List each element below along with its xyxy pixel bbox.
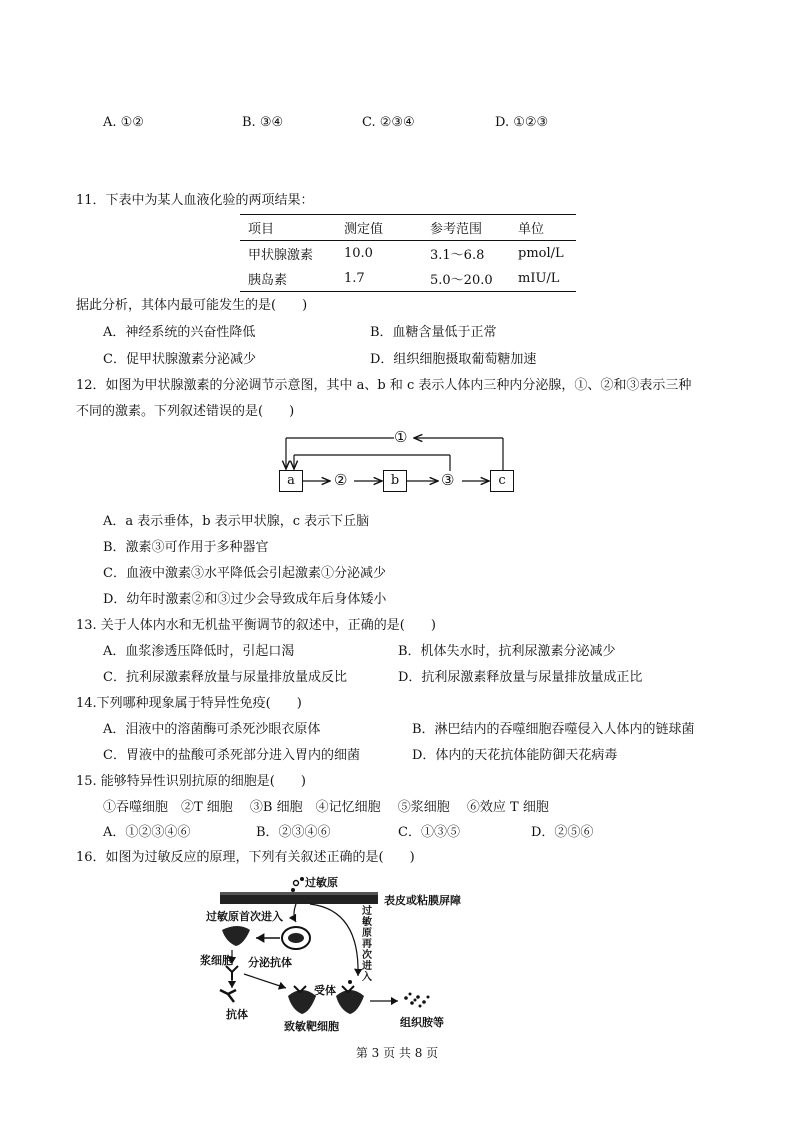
q15-option-d: D．②⑤⑥: [531, 825, 594, 840]
table-row: [240, 241, 576, 267]
q11-stem: 11．下表中为某人血液化验的两项结果：: [76, 193, 314, 208]
table-cell: 甲状腺激素: [248, 248, 314, 263]
q10-option-c: C. ②③④: [362, 115, 415, 130]
table-cell: 胰岛素: [248, 273, 288, 288]
hormone-1-label: ①: [394, 428, 408, 446]
q11-option-a: A．神经系统的兴奋性降低: [103, 325, 256, 340]
hormone-2-label: ②: [334, 471, 348, 489]
table-cell: 10.0: [344, 246, 373, 261]
q10-option-a: A. ①②: [103, 115, 144, 130]
plasma-cell-label: 浆细胞: [200, 954, 233, 967]
q14-option-c: C．胃液中的盐酸可杀死部分进入胃内的细菌: [103, 748, 360, 763]
gland-b-box: b: [383, 470, 407, 492]
thyroid-regulation-diagram: [270, 425, 530, 495]
table-header: 项目: [248, 222, 275, 237]
table-row: [240, 266, 576, 292]
q16-stem: 16．如图为过敏反应的原理，下列有关叙述正确的是( ): [76, 850, 415, 865]
table-cell: 1.7: [344, 271, 365, 286]
q11-option-b: B．血糖含量低于正常: [370, 325, 497, 340]
receptor-label: 受体: [314, 984, 336, 997]
gland-c-box: c: [490, 470, 514, 492]
q12-stem-line1: 12．如图为甲状腺激素的分泌调节示意图，其中 a、b 和 c 表示人体内三种内分泌腺，①、②和③表示三种: [76, 378, 692, 393]
barrier-label: 表皮或粘膜屏障: [384, 894, 461, 907]
q12-stem-line2: 不同的激素。下列叙述错误的是( ): [76, 404, 295, 419]
table-header: 测定值: [344, 222, 384, 237]
antibody-label: 抗体: [226, 1008, 248, 1021]
table-cell: pmol/L: [518, 246, 564, 261]
q12-option-d: D．幼年时激素②和③过少会导致成年后身体矮小: [103, 592, 387, 607]
q12-option-a: A．a 表示垂体，b 表示甲状腺，c 表示下丘脑: [103, 514, 370, 529]
q12-option-c: C．血液中激素③水平降低会引起激素①分泌减少: [103, 566, 386, 581]
q11-prompt: 据此分析，其体内最可能发生的是( ): [76, 298, 308, 313]
table-header: 单位: [518, 222, 545, 237]
q14-option-d: D．体内的天花抗体能防御天花病毒: [412, 748, 618, 763]
q15-option-c: C．①③⑤: [398, 825, 460, 840]
q13-option-a: A．血浆渗透压降低时，引起口渴: [103, 644, 295, 659]
q13-option-d: D．抗利尿激素释放量与尿量排放量成正比: [398, 670, 643, 685]
table-cell: 5.0～20.0: [430, 273, 493, 288]
target-cell-label: 致敏靶细胞: [284, 1020, 339, 1033]
q10-option-b: B. ③④: [242, 115, 284, 130]
first-entry-label: 过敏原首次进入: [206, 910, 283, 923]
table-cell: 3.1～6.8: [430, 248, 485, 263]
q12-option-b: B．激素③可作用于多种器官: [103, 540, 269, 555]
q10-option-d: D. ①②③: [495, 115, 549, 130]
table-cell: mIU/L: [518, 271, 560, 286]
q15-stem: 15. 能够特异性识别抗原的细胞是( ): [76, 774, 306, 789]
gland-a-box: a: [279, 470, 303, 492]
q14-option-a: A．泪液中的溶菌酶可杀死沙眼衣原体: [103, 722, 321, 737]
q15-items: ①吞噬细胞 ②T 细胞 ③B 细胞 ④记忆细胞 ⑤浆细胞 ⑥效应 T 细胞: [103, 800, 549, 815]
second-entry-label: 过敏原再次进入: [362, 906, 372, 983]
q15-option-a: A．①②③④⑥: [103, 825, 191, 840]
table-header: 参考范围: [430, 222, 483, 237]
q14-stem: 14.下列哪种现象属于特异性免疫( ): [76, 696, 302, 711]
allergy-figure: [200, 870, 480, 1035]
q11-option-c: C．促甲状腺激素分泌减少: [103, 352, 256, 367]
allergen-label: 过敏原: [305, 876, 338, 889]
q13-stem: 13. 关于人体内水和无机盐平衡调节的叙述中，正确的是( ): [76, 618, 436, 633]
q13-option-c: C．抗利尿激素释放量与尿量排放量成反比: [103, 670, 347, 685]
q14-option-b: B．淋巴结内的吞噬细胞吞噬侵入人体内的链球菌: [412, 722, 695, 737]
secrete-antibody-label: 分泌抗体: [248, 956, 292, 969]
page-footer: 第 3 页 共 8 页: [355, 1046, 439, 1060]
hormone-3-label: ③: [441, 471, 455, 489]
histamine-label: 组织胺等: [400, 1016, 444, 1029]
q15-option-b: B．②③④⑥: [256, 825, 331, 840]
blood-test-table: [240, 214, 576, 292]
q11-option-d: D．组织细胞摄取葡萄糖加速: [370, 352, 537, 367]
q13-option-b: B．机体失水时，抗利尿激素分泌减少: [398, 644, 616, 659]
